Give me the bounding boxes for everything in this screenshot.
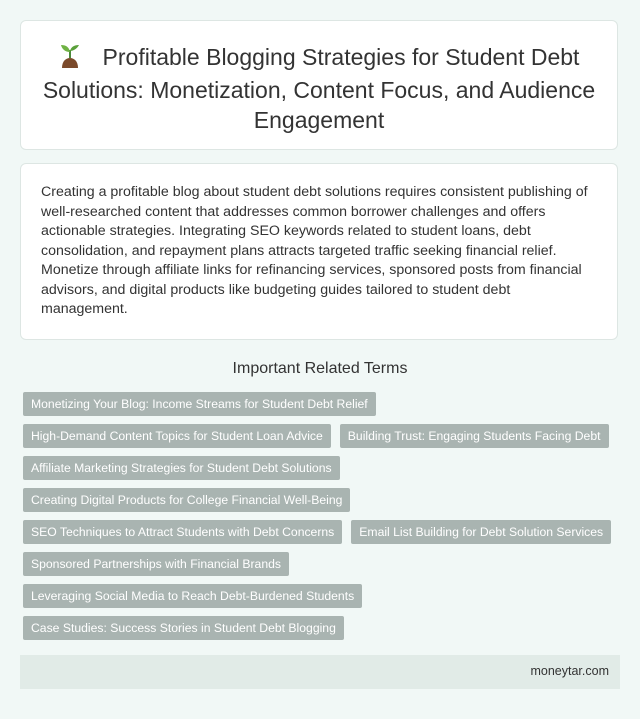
footer-bar — [20, 655, 620, 689]
related-term-tag[interactable]: Leveraging Social Media to Reach Debt-Burdened Students — [23, 584, 362, 608]
related-term-tag[interactable]: High-Demand Content Topics for Student Loan Advice — [23, 424, 331, 448]
intro-card — [20, 163, 618, 340]
related-term-tag[interactable]: Building Trust: Engaging Students Facing Debt — [340, 424, 609, 448]
sprout-icon — [59, 44, 81, 75]
page-title-block — [41, 42, 597, 135]
tag-row — [23, 552, 623, 576]
title-card — [20, 20, 618, 150]
related-terms-heading: Important Related Terms — [232, 360, 408, 377]
page-title: Profitable Blogging Strategies for Student Debt Solutions: Monetization, Content Focus, and Audience Engagement — [42, 44, 596, 133]
related-terms-list — [23, 392, 623, 648]
tag-row — [23, 424, 623, 448]
related-term-tag[interactable]: Creating Digital Products for College Financial Well-Being — [23, 488, 350, 512]
related-term-tag[interactable]: Sponsored Partnerships with Financial Brands — [23, 552, 289, 576]
site-name[interactable]: moneytar.com — [530, 664, 609, 678]
tag-row — [23, 456, 623, 480]
related-term-tag[interactable]: Affiliate Marketing Strategies for Student Debt Solutions — [23, 456, 340, 480]
related-term-tag[interactable]: Case Studies: Success Stories in Student Debt Blogging — [23, 616, 344, 640]
related-term-tag[interactable]: Email List Building for Debt Solution Services — [351, 520, 611, 544]
tag-row — [23, 488, 623, 512]
tag-row — [23, 616, 623, 640]
related-term-tag[interactable]: Monetizing Your Blog: Income Streams for Student Debt Relief — [23, 392, 376, 416]
related-term-tag[interactable]: SEO Techniques to Attract Students with Debt Concerns — [23, 520, 342, 544]
tag-row — [23, 520, 623, 544]
tag-row — [23, 584, 623, 608]
tag-row — [23, 392, 623, 416]
intro-paragraph: Creating a profitable blog about student debt solutions requires consistent publishing of well-researched content that addresses common borrower challenges and offers actionable strategies. Integrating SEO keywords related to student loans, debt consolidation, and repayment plans attracts targeted traffic seeking financial relief. Monetize through affiliate links for refinancing services, sponsored posts from financial advisors, and digital products like budgeting guides tailored to student debt management. — [41, 184, 588, 317]
